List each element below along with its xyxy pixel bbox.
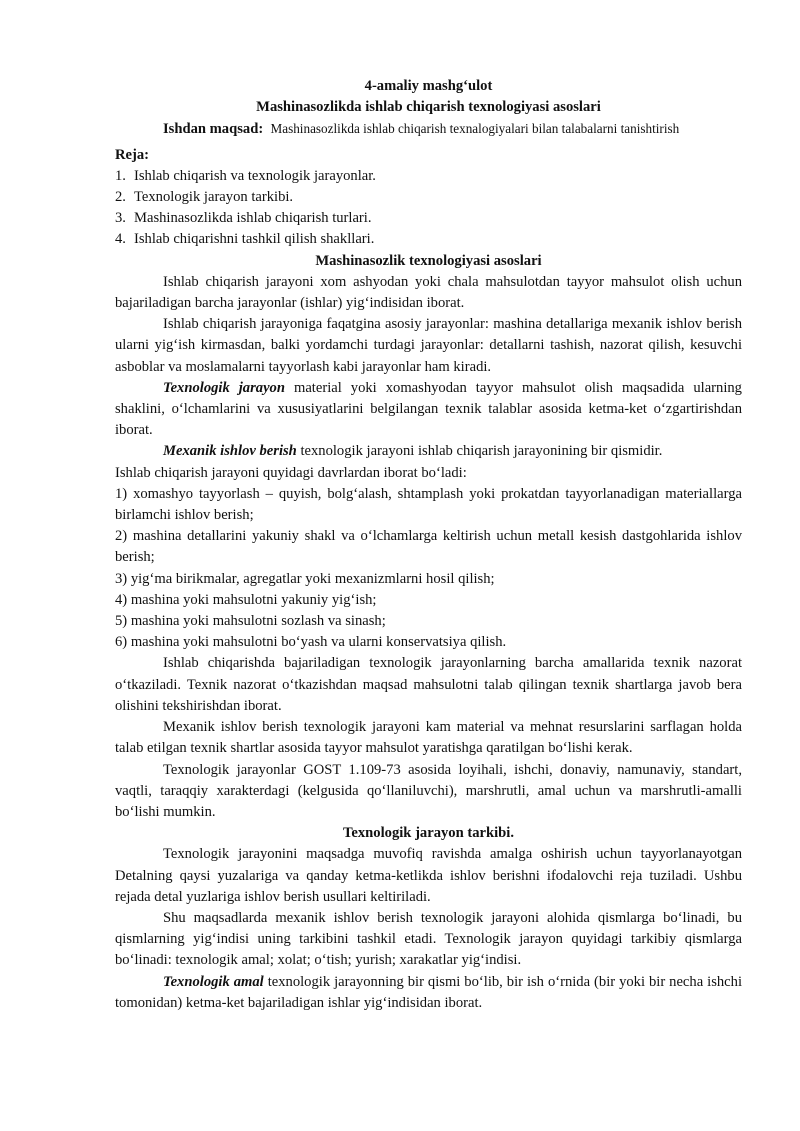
- paragraph: Texnologik jarayonini maqsadga muvofiq ravishda amalga oshirish uchun tayyorlanayotgan Detalning qaysi yuzalariga va qanday ketma-ketlikda ishlov berishni ifodalovchi reja tuziladi. Ushbu rejada detal yuzlariga ishlov berish usullari keltiriladi.: [115, 846, 742, 905]
- list-text: Ishlab chiqarish va texnologik jarayonlar.: [134, 167, 376, 184]
- definition-text: texnologik jarayoni ishlab chiqarish jarayonining bir qismidir.: [296, 443, 663, 460]
- document-content: [115, 76, 742, 1014]
- list-number: 6): [115, 634, 128, 651]
- paragraph: Shu maqsadlarda mexanik ishlov berish texnologik jarayoni alohida qismlarga bo‘linadi, bu qismlarning yig‘indisi uning tarkibini tashkil etadi. Texnologik jarayon quyidagi tarkibiy qismlarga bo‘linadi: texnologik amal; xolat; o‘tish; yurish; xarakatlar yig‘indisi.: [115, 909, 742, 969]
- definition-text: texnologik jarayonning bir qismi bo‘lib, bir ish o‘rnida (bir yoki bir necha ishchi tomonidan) ketma-ket bajariladigan ishlar yig‘indisidan iborat.: [115, 973, 742, 1011]
- paragraph-definition: [115, 378, 742, 442]
- purpose-line: [163, 118, 742, 140]
- term: Mexanik ishlov berish: [163, 443, 297, 460]
- list-text: Texnologik jarayon tarkibi.: [134, 189, 294, 206]
- list-number: 2): [115, 528, 128, 545]
- purpose-colon: :: [258, 121, 264, 138]
- list-number: 5): [115, 613, 128, 630]
- list-item: [115, 569, 742, 590]
- paragraph-definition: [115, 972, 742, 1014]
- list-text: mashina yoki mahsulotni yakuniy yig‘ish;: [130, 591, 377, 608]
- purpose-text: Mashinasozlikda ishlab chiqarish texnalogiyalari bilan talabalarni tanishtirish: [270, 121, 680, 137]
- list-item: [115, 208, 742, 229]
- list-number: 3): [115, 570, 128, 587]
- stages-list: [115, 484, 742, 654]
- plan-list: [115, 166, 742, 251]
- list-item: [115, 166, 742, 187]
- list-number: 1.: [115, 167, 126, 184]
- purpose-label: Ishdan maqsad: [163, 121, 259, 138]
- section-heading: Texnologik jarayon tarkibi.: [343, 825, 514, 842]
- list-item: [115, 526, 742, 568]
- paragraph: Texnologik jarayonlar GOST 1.109-73 asosida loyihali, ishchi, donaviy, namunaviy, standart, vaqtli, taraqqiy xarakterdagi (kelgusida qo‘llaniluvchi), marshrutli, amal uchun va marshrutli-amalli bo‘lishi mumkin.: [115, 761, 742, 820]
- list-item: [115, 611, 742, 632]
- list-text: mashina detallarini yakuniy shakl va o‘lchamlarga keltirish uchun metall kesish dastgohlarida ishlov berish;: [115, 528, 742, 566]
- paragraph: Ishlab chiqarish jarayoni quyidagi davrlardan iborat bo‘ladi:: [115, 464, 467, 481]
- definition-text: material yoki xomashyodan tayyor mahsulot olish maqsadida ularning shaklini, o‘lchamlarini va xususiyatlarini belgilangan texnik talablar asosida ketma-ket o‘zgartirishdan iborat.: [115, 379, 742, 439]
- list-number: 3.: [115, 210, 126, 227]
- plan-label: Reja:: [115, 146, 150, 163]
- paragraph: Ishlab chiqarishda bajariladigan texnologik jarayonlarning barcha amallarida texnik nazorat o‘tkaziladi. Texnik nazorat o‘tkazishdan maqsad mahsulotni talab qilingan texnik shartlarga javob bera olishini tekshirishdan iborat.: [115, 655, 742, 714]
- term: Texnologik jarayon: [163, 379, 285, 396]
- list-item: [115, 632, 742, 653]
- list-item: [115, 590, 742, 611]
- list-number: 1): [115, 485, 128, 502]
- paragraph: Ishlab chiqarish jarayoni xom ashyodan yoki chala mahsulotdan tayyor mahsulot olish uchun bajariladigan barcha jarayonlar (ishlar) yig‘indisidan iborat.: [115, 273, 742, 312]
- list-text: xomashyo tayyorlash – quyish, bolg‘alash, shtamplash yoki prokatdan tayyorlanadigan materiallarga birlamchi ishlov berish;: [115, 485, 742, 524]
- list-item: [115, 187, 742, 208]
- list-item: [115, 229, 742, 250]
- list-number: 2.: [115, 189, 126, 206]
- paragraph-definition: [115, 441, 742, 462]
- list-number: 4.: [115, 231, 126, 248]
- section-heading: Mashinasozlik texnologiyasi asoslari: [315, 252, 542, 269]
- list-text: yig‘ma birikmalar, agregatlar yoki mexanizmlarni hosil qilish;: [130, 570, 495, 587]
- list-text: Ishlab chiqarishni tashkil qilish shakllari.: [134, 231, 375, 248]
- list-text: Mashinasozlikda ishlab chiqarish turlari.: [134, 210, 372, 227]
- list-item: [115, 484, 742, 526]
- page-title: 4-amaliy mashg‘ulot: [364, 78, 493, 94]
- paragraph: Mexanik ishlov berish texnologik jarayoni kam material va mehnat resurslarini sarflagan holda talab etilgan texnik shartlar asosida tayyor mahsulot yaratishga qaratilgan bo‘lishi kerak.: [115, 719, 742, 757]
- list-number: 4): [115, 591, 128, 608]
- list-text: mashina yoki mahsulotni bo‘yash va ularni konservatsiya qilish.: [130, 634, 507, 651]
- paragraph: Ishlab chiqarish jarayoniga faqatgina asosiy jarayonlar: mashina detallariga mexanik ishlov berish ularni yig‘ish kirmasdan, balki yordamchi turdagi jarayonlar: detallarni tashish, nazorat qilish, kesuvchi asboblar va moslamalarni tayyorlash kabi jarayonlar ham kiradi.: [115, 316, 742, 375]
- page-subtitle: Mashinasozlikda ishlab chiqarish texnologiyasi asoslari: [256, 99, 601, 116]
- list-text: mashina yoki mahsulotni sozlash va sinash;: [130, 613, 386, 630]
- term: Texnologik amal: [163, 973, 264, 990]
